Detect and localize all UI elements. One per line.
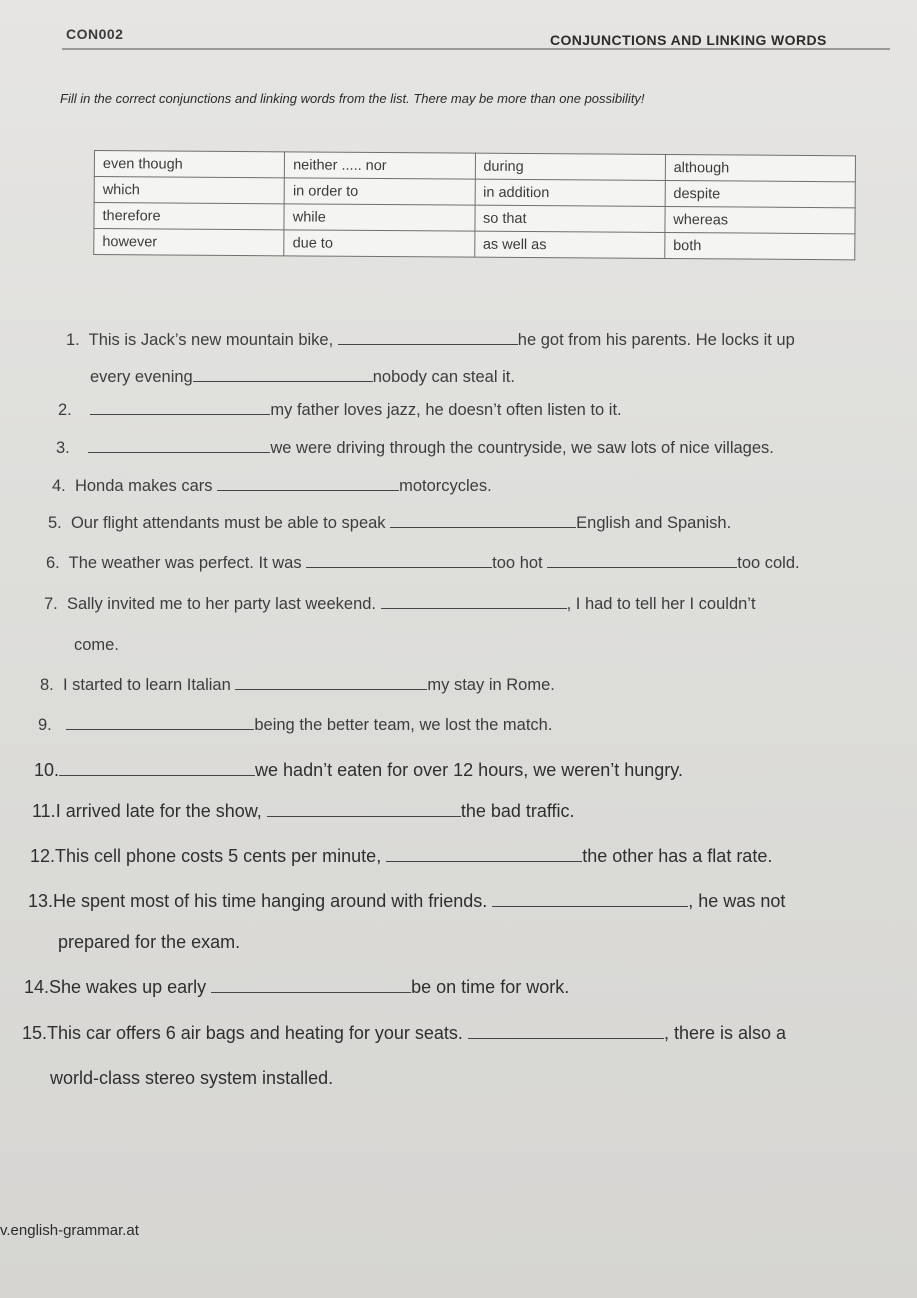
answer-blank-1b[interactable] (193, 380, 373, 382)
word-bank-cell: which (94, 177, 284, 204)
word-bank-cell: even though (94, 151, 284, 178)
header-divider (62, 48, 890, 50)
word-bank-cell: as well as (474, 231, 664, 258)
word-bank-cell: although (665, 154, 855, 181)
footer-url: v.english-grammar.at (0, 1222, 139, 1239)
question-7: 7. Sally invited me to her party last weekend. , I had to tell her I couldn’t (44, 595, 756, 613)
word-bank-cell: neither ..... nor (285, 152, 475, 179)
word-bank-cell: so that (474, 205, 664, 232)
question-15: 15.This car offers 6 air bags and heating for your seats. , there is also a (22, 1023, 786, 1043)
answer-blank-6b[interactable] (547, 566, 737, 568)
answer-blank-1[interactable] (338, 343, 518, 345)
word-bank-cell: however (94, 229, 284, 256)
answer-blank-14[interactable] (211, 991, 411, 993)
word-bank-cell: in addition (475, 179, 665, 206)
question-1: 1. This is Jack’s new mountain bike, he got from his parents. He locks it up (66, 331, 795, 349)
answer-blank-7[interactable] (381, 607, 567, 609)
answer-blank-8[interactable] (235, 688, 427, 690)
word-bank-cell: due to (284, 230, 474, 257)
question-8: 8. I started to learn Italian my stay in Rome. (40, 676, 555, 694)
instructions: Fill in the correct conjunctions and linking words from the list. There may be more than one possibility! (60, 91, 645, 106)
question-14: 14.She wakes up early be on time for work. (24, 977, 570, 997)
question-13: 13.He spent most of his time hanging around with friends. , he was not (28, 891, 786, 911)
word-bank-cell: in order to (284, 178, 474, 205)
answer-blank-10[interactable] (59, 774, 255, 776)
question-11: 11.I arrived late for the show, the bad traffic. (32, 801, 575, 821)
answer-blank-3[interactable] (88, 451, 270, 453)
word-bank-cell: whereas (665, 206, 855, 233)
word-bank-cell: therefore (94, 203, 284, 230)
question-7-continued: come. (74, 636, 119, 654)
question-1-continued: every evening nobody can steal it. (90, 368, 515, 386)
worksheet-title: CONJUNCTIONS AND LINKING WORDS (550, 32, 827, 48)
question-3: 3. we were driving through the countryside, we saw lots of nice villages. (56, 439, 774, 457)
word-bank-cell: while (284, 204, 474, 231)
answer-blank-15[interactable] (468, 1037, 664, 1039)
word-bank-table (93, 150, 856, 260)
word-bank-cell: despite (665, 180, 855, 207)
answer-blank-12[interactable] (386, 860, 582, 862)
word-bank-cell: during (475, 153, 665, 180)
question-9: 9. being the better team, we lost the match. (38, 716, 553, 734)
question-5: 5. Our flight attendants must be able to speak English and Spanish. (48, 514, 732, 532)
answer-blank-4[interactable] (217, 489, 399, 491)
question-12: 12.This cell phone costs 5 cents per minute, the other has a flat rate. (30, 846, 773, 866)
question-13-continued: prepared for the exam. (58, 932, 241, 952)
word-bank-cell: both (665, 232, 855, 259)
worksheet-code: CON002 (66, 26, 124, 42)
answer-blank-6a[interactable] (306, 566, 492, 568)
answer-blank-11[interactable] (267, 815, 461, 817)
answer-blank-13[interactable] (492, 905, 688, 907)
answer-blank-2[interactable] (90, 413, 270, 415)
question-10: 10. we hadn’t eaten for over 12 hours, we weren’t hungry. (34, 760, 683, 780)
question-2: 2. my father loves jazz, he doesn’t often listen to it. (58, 401, 622, 419)
question-15-continued: world-class stereo system installed. (50, 1068, 334, 1088)
question-6: 6. The weather was perfect. It was too hot too cold. (46, 554, 800, 572)
question-4: 4. Honda makes cars motorcycles. (52, 477, 492, 495)
word-bank-row (94, 229, 855, 260)
answer-blank-5[interactable] (390, 526, 576, 528)
answer-blank-9[interactable] (66, 728, 254, 730)
